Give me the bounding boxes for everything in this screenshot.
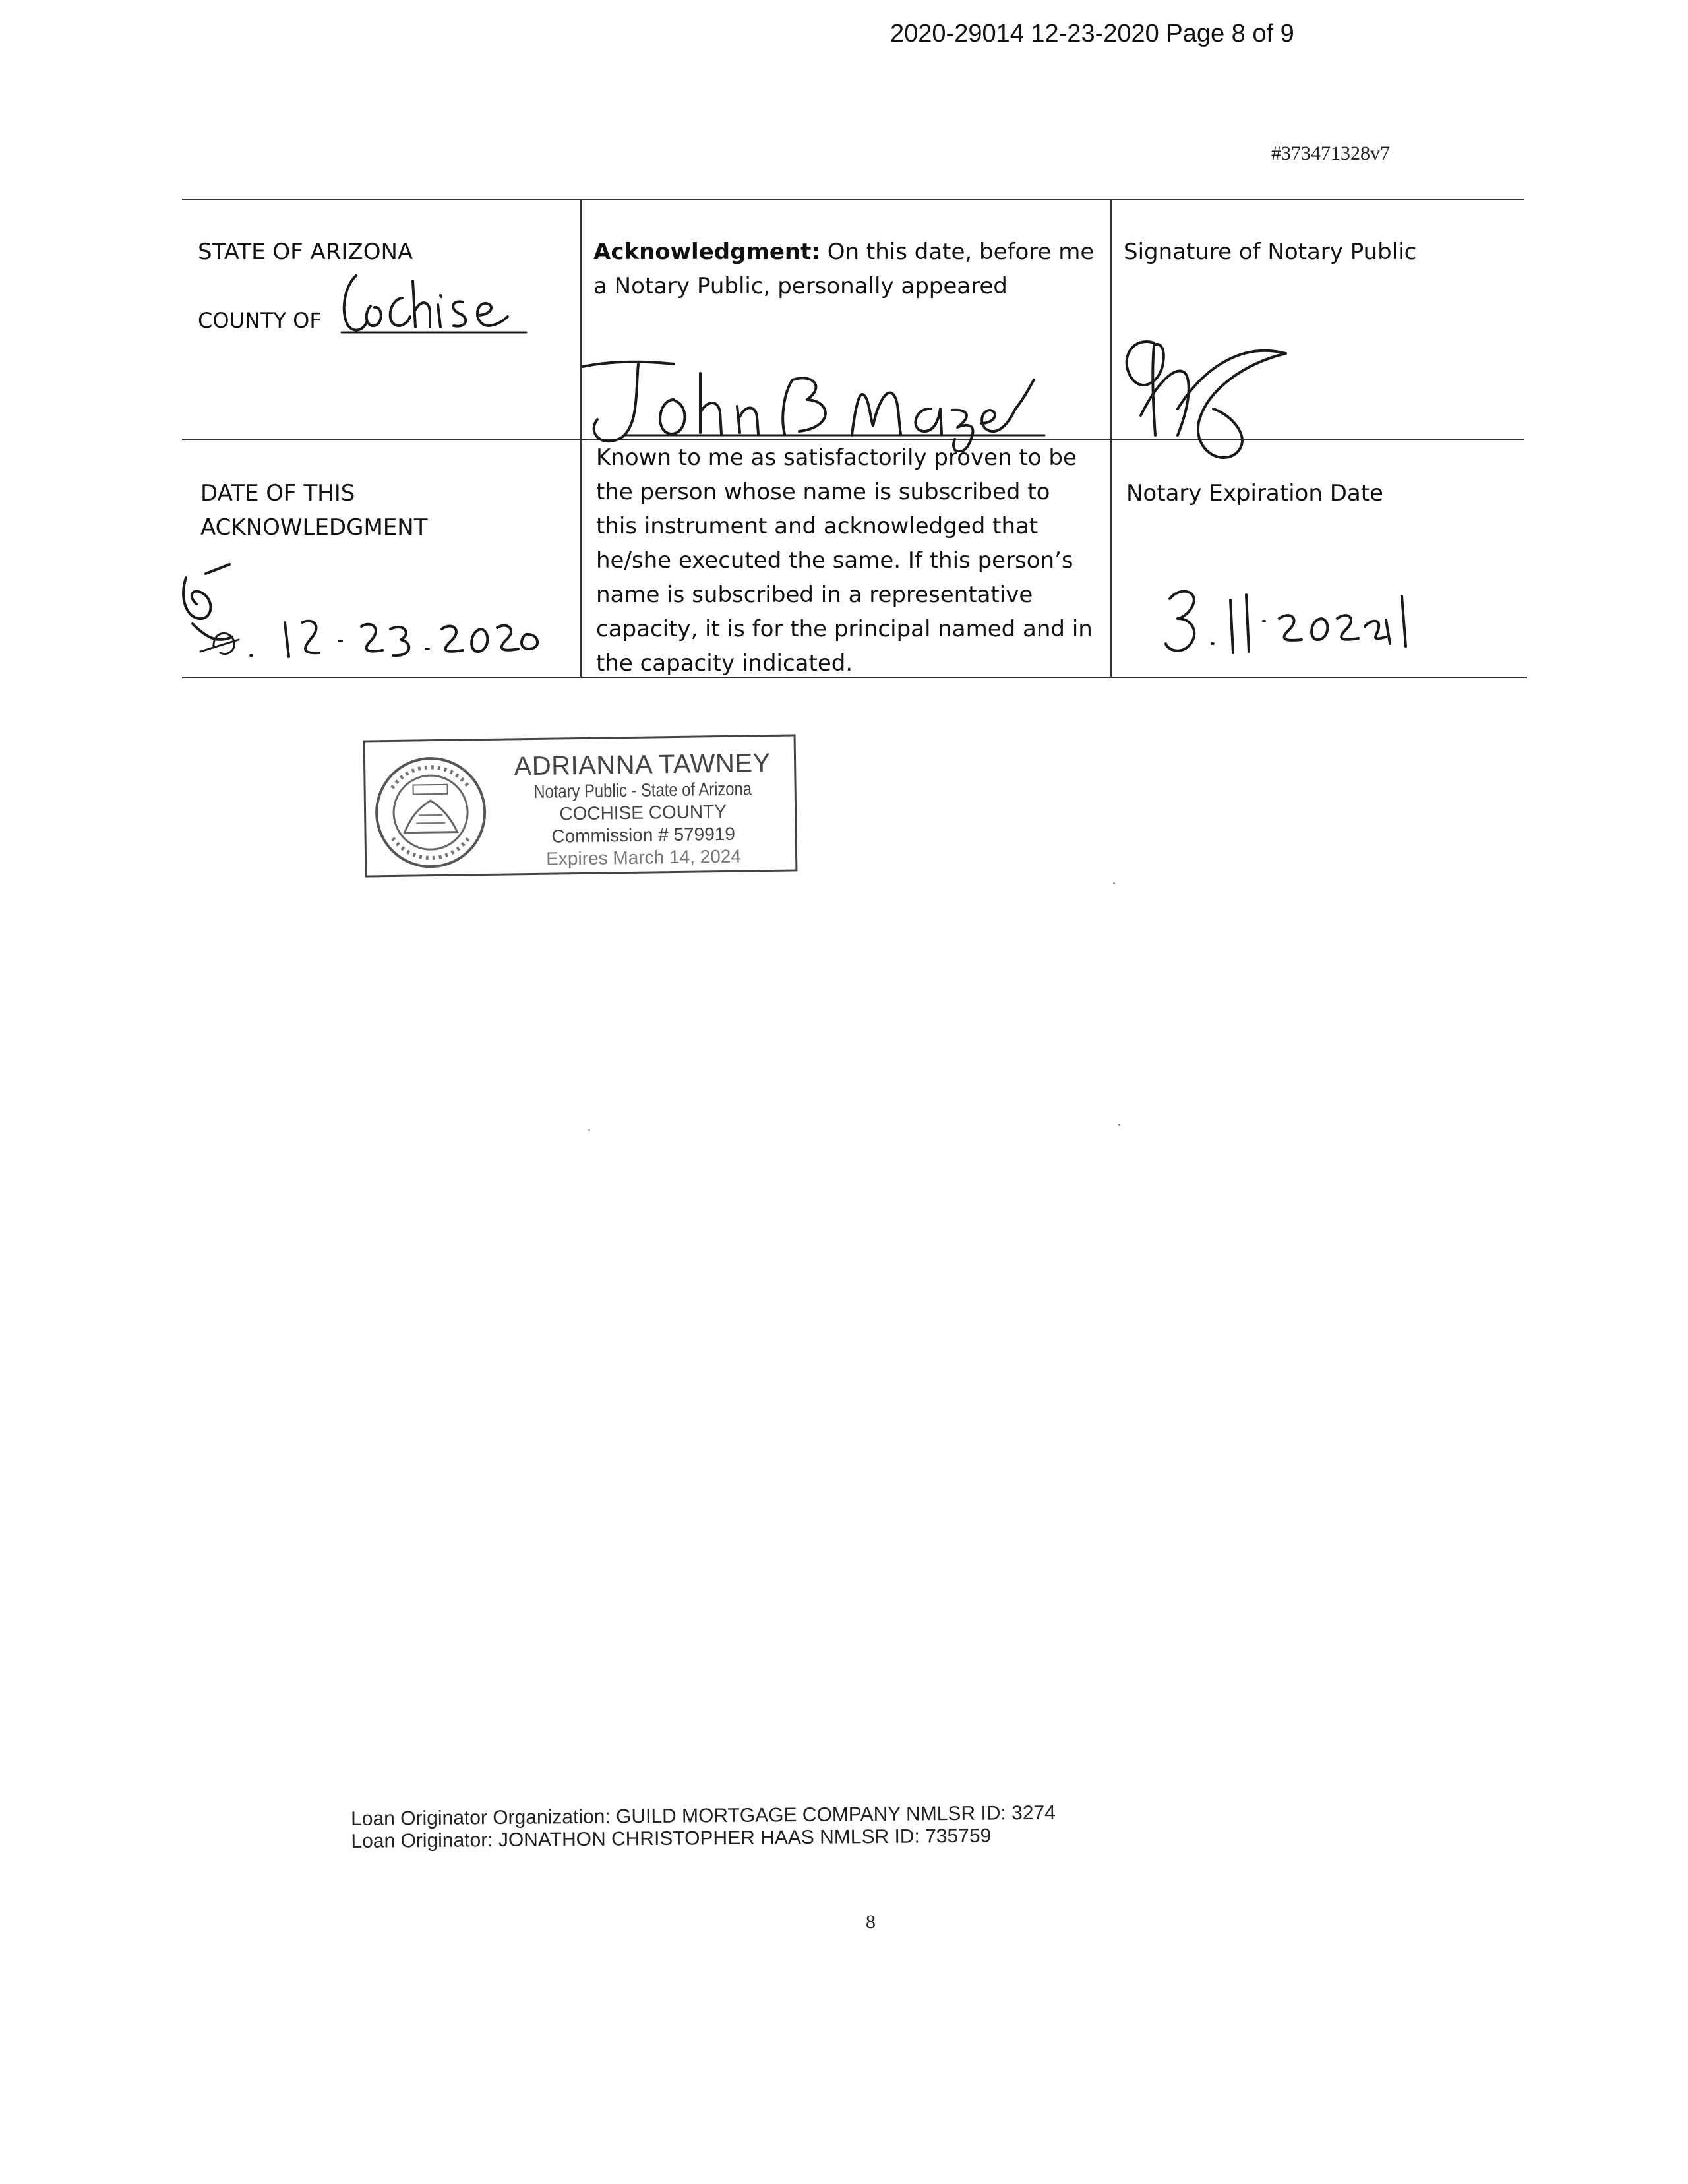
notary-expiration: Expires March 14, 2024 xyxy=(546,845,742,869)
known-line-2: the person whose name is subscribed to xyxy=(596,479,1050,505)
known-line-4: he/she executed the same. If this person’s xyxy=(596,547,1073,574)
acknowledgment-intro-line-1: On this date, before me xyxy=(820,239,1095,265)
stamp-text-block xyxy=(497,748,789,871)
county-label: COUNTY OF xyxy=(198,308,322,333)
originator-organization: Loan Originator Organization: GUILD MORTGAGE COMPANY NMLSR ID: 3274 xyxy=(351,1802,1056,1830)
acknowledgment-intro xyxy=(593,235,1094,269)
originator-name: Loan Originator: JONATHON CHRISTOPHER HAAS NMLSR ID: 735759 xyxy=(351,1825,992,1852)
known-to-me-paragraph xyxy=(596,440,1093,681)
known-line-5: name is subscribed in a representative xyxy=(596,582,1033,608)
county-handwriting xyxy=(338,266,529,339)
signature-label: Signature of Notary Public xyxy=(1124,239,1417,265)
recording-header: 2020-29014 12-23-2020 Page 8 of 9 xyxy=(890,20,1294,47)
notary-title: Notary Public - State of Arizona xyxy=(533,778,752,802)
scan-speck xyxy=(1118,1124,1120,1126)
table-top-rule xyxy=(182,199,1524,200)
known-line-6: capacity, it is for the principal named and in xyxy=(596,616,1093,642)
known-line-7: the capacity indicated. xyxy=(596,650,853,677)
appeared-name-signature xyxy=(575,353,1050,452)
notary-stamp xyxy=(363,734,798,877)
acknowledgment-date-handwriting xyxy=(173,558,542,677)
arizona-state-seal-icon xyxy=(372,754,489,871)
date-label-line-1: DATE OF THIS xyxy=(200,480,355,506)
expiration-label: Notary Expiration Date xyxy=(1126,480,1383,506)
acknowledgment-heading: Acknowledgment: xyxy=(593,239,820,265)
notary-signature xyxy=(1114,336,1312,468)
scan-speck xyxy=(1113,882,1115,884)
notary-county: COCHISE COUNTY xyxy=(559,801,727,824)
state-label: STATE OF ARIZONA xyxy=(198,239,413,265)
notary-commission: Commission # 579919 xyxy=(551,823,736,847)
date-label-line-2: ACKNOWLEDGMENT xyxy=(200,514,428,541)
table-divider-right xyxy=(1110,199,1112,678)
expiration-date-handwriting xyxy=(1160,580,1424,666)
acknowledgment-intro-line-2: a Notary Public, personally appeared xyxy=(593,273,1008,299)
loan-originator-block xyxy=(351,1802,1056,1853)
notary-name: ADRIANNA TAWNEY xyxy=(514,748,771,781)
scan-speck xyxy=(588,1129,590,1131)
known-line-3: this instrument and acknowledged that xyxy=(596,513,1039,539)
document-id: #373471328v7 xyxy=(1271,142,1390,164)
page-number: 8 xyxy=(866,1911,876,1933)
known-line-1: Known to me as satisfactorily proven to be xyxy=(596,444,1077,471)
